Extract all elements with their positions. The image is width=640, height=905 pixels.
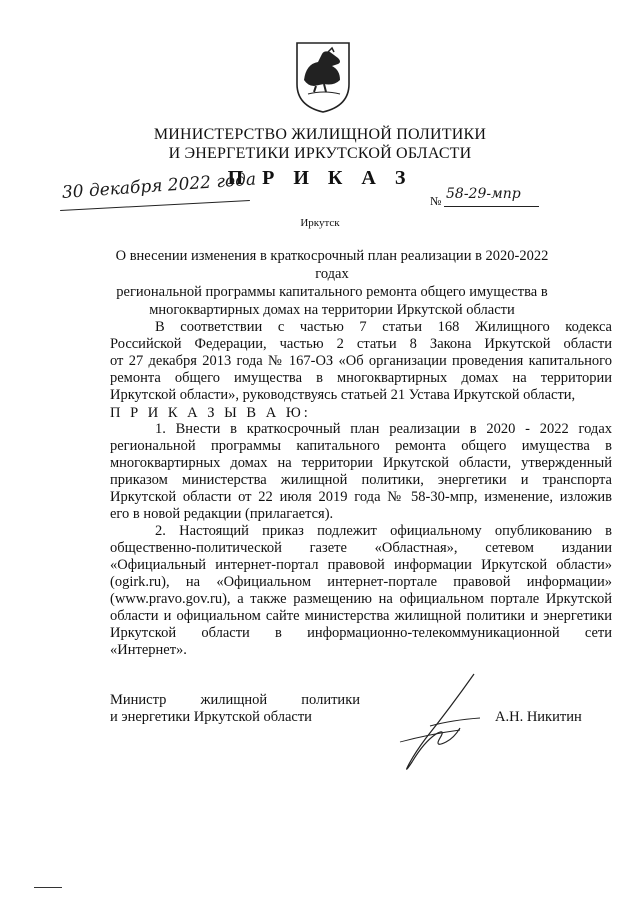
coat-of-arms-emblem (294, 40, 352, 114)
subject-line: О внесении изменения в краткосрочный план реализации в 2020-2022 годах (115, 248, 549, 282)
text-line: «Интернет». (110, 642, 187, 658)
text-line: Иркутской области от 22 июля 2019 года № 58-30-мпр, изменение, изложив (110, 489, 612, 505)
handwritten-signature (390, 668, 500, 778)
text-line: от 27 декабря 2013 года № 167-ОЗ «Об организации проведения капитального (110, 353, 612, 369)
ministry-name-line1: МИНИСТЕРСТВО ЖИЛИЩНОЙ ПОЛИТИКИ (153, 126, 487, 143)
text-line: 1. Внести в краткосрочный план реализации в 2020 - 2022 годах (155, 421, 612, 437)
text-line: общественно-политической газете «Областная», сетевом издании (110, 540, 612, 556)
order-date-handwritten: 30 декабря 2022 года (61, 169, 257, 203)
signatory-position (110, 692, 360, 726)
text-line: 2. Настоящий приказ подлежит официальному опубликованию в (155, 523, 612, 539)
order-subject (102, 247, 562, 319)
position-line: и энергетики Иркутской области (110, 709, 312, 725)
preamble-paragraph (110, 319, 612, 404)
document-type-title: П Р И К А З (227, 167, 413, 189)
subject-line: региональной программы капитального ремонта общего имущества в (116, 284, 548, 300)
text-line: (ogirk.ru), на «Официальном интернет-портале правовой информации» (110, 574, 612, 590)
text-line: Российской Федерации, частью 2 статьи 8 Закона Иркутской области (110, 336, 612, 352)
text-line: региональной программы капитального ремонта общего имущества в (110, 438, 612, 454)
order-number-prefix: № (430, 194, 442, 208)
text-line: ремонта общего имущества в многоквартирных домах на территории (110, 370, 612, 386)
text-line: «Официальный интернет-портал правовой информации Иркутской области» (110, 557, 612, 573)
text-line: Иркутской области», руководствуясь статьей 21 Устава Иркутской области, (110, 387, 576, 403)
text-line: его в новой редакции (прилагается). (110, 506, 334, 522)
text-line: (www.pravo.gov.ru), а также размещению на официальном портале Иркутской (110, 591, 612, 607)
order-item-2 (110, 523, 612, 659)
date-underline (60, 200, 250, 211)
text-line: области и официальном сайте министерства жилищной политики и энергетики (110, 608, 612, 624)
ministry-name-line2: И ЭНЕРГЕТИКИ ИРКУТСКОЙ ОБЛАСТИ (168, 145, 472, 162)
number-underline (444, 206, 539, 207)
order-item-1 (110, 421, 612, 523)
text-line: многоквартирных домах на территории Иркутской области, утвержденный (110, 455, 612, 471)
signatory-name: А.Н. Никитин (495, 709, 582, 725)
text-line: приказом министерства жилищной политики, энергетики и транспорта (110, 472, 612, 488)
text-line: Иркутской области в информационно-телекоммуникационной сети (110, 625, 612, 641)
footer-mark (34, 887, 62, 888)
order-verb: П Р И К А З Ы В А Ю: (110, 405, 311, 421)
city-name: Иркутск (300, 217, 340, 229)
order-number-handwritten: 58-29-мпр (446, 186, 521, 202)
position-line: Министр жилищной политики (110, 692, 360, 708)
text-line: В соответствии с частью 7 статьи 168 Жилищного кодекса (155, 319, 612, 335)
subject-line: многоквартирных домах на территории Иркутской области (149, 302, 515, 318)
